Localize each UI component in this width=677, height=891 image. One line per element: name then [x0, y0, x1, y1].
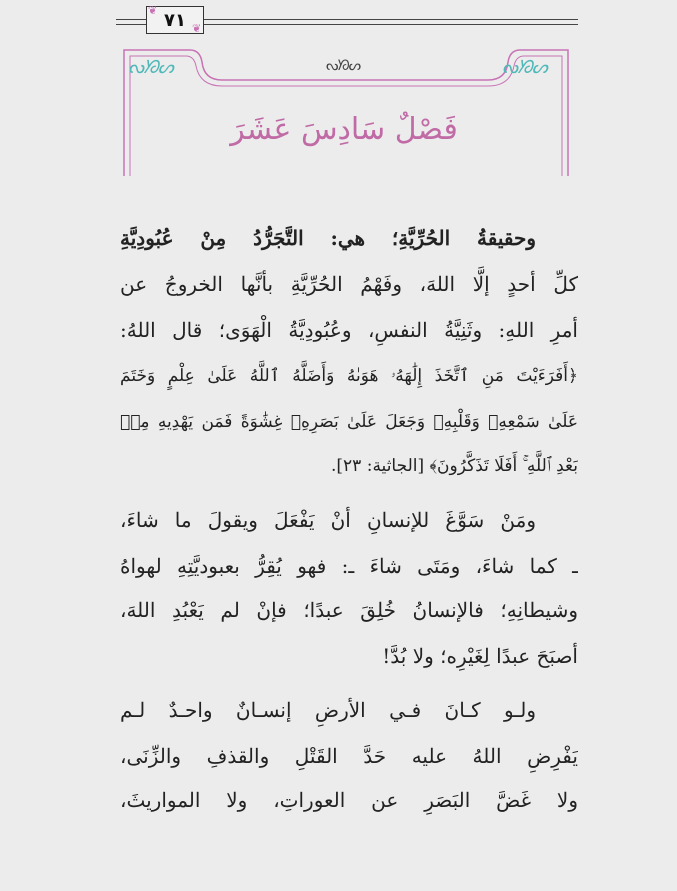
page-number-text: ٧١ — [164, 9, 186, 31]
quran-verse-line-1: ﴿أَفَرَءَيْتَ مَنِ ٱتَّخَذَ إِلَٰهَهُۥ هَوَىٰهُ وَأَضَلَّهُ ٱللَّهُ عَلَىٰ عِلْمٍ وَخَتَمَ — [120, 366, 578, 386]
corner-ornament-left-icon: ᔓᘞᔕ — [128, 57, 173, 78]
section-title: فَصْلٌ سَادِسَ عَشَرَ — [230, 112, 458, 147]
paragraph-2-line-4: أصبَحَ عبدًا لِغَيْرِه؛ ولا بُدَّ! — [382, 644, 578, 668]
paragraph-1-line-3: أمرِ اللهِ: وثَنِيَّةُ النفسِ، وعُبُودِيَّةُ الْهَوَى؛ قال اللهُ: — [120, 318, 578, 342]
page-number-flourish-icon: ❦ — [148, 4, 158, 17]
quran-verse-line-2: عَلَىٰ سَمْعِهِۦ وَقَلْبِهِۦ وَجَعَلَ عَلَىٰ بَصَرِهِۦ غِشَٰوَةً فَمَن يَهْدِيهِ مِنۢ — [120, 412, 578, 432]
paragraph-2-line-1: ومَنْ سَوَّغَ للإنسانِ أنْ يَفْعَلَ ويقولَ ما شاءَ، — [120, 508, 536, 532]
paragraph-1-line-2: كلِّ أحدٍ إلَّا اللهَ، وفَهْمُ الحُرِّيَّةِ بأنَّها الخروجُ عن — [120, 272, 578, 296]
paragraph-2-line-2: ـ كما شاءَ، ومَتَى شاءَ ـ: فهو يُقِرُّ بعبوديَّتِهِ لهواهُ — [120, 554, 578, 578]
paragraph-3-line-3: ولا غَضَّ البَصَرِ عن العوراتِ، ولا المواريثَ، — [120, 788, 578, 812]
corner-ornament-right-icon: ᔓᘞᔕ — [502, 57, 547, 78]
paragraph-3-line-2: يَفْرِضِ اللهُ عليه حَدَّ القَتْلِ والقذفِ والزِّنَى، — [120, 744, 578, 768]
paragraph-1-line-1: وحقيقةُ الحُرِّيَّةِ؛ هي: التَّجَرُّدُ مِنْ عُبُودِيَّةِ — [120, 226, 536, 250]
quran-verse-line-3: بَعْدِ ٱللَّهِ ۚ أَفَلَا تَذَكَّرُونَ﴾ [الجاثية: ٢٣]. — [331, 456, 578, 476]
paragraph-2-line-3: وشيطانِهِ؛ فالإنسانُ خُلِقَ عبدًا؛ فإنْ لم يَعْبُدِ اللهَ، — [120, 598, 578, 622]
title-frame — [0, 0, 677, 200]
center-ornament-icon: ᔓᘞᔕ — [326, 58, 361, 74]
paragraph-3-line-1: ولـو كـانَ فـي الأرضِ إنسـانٌ واحـدٌ لـم — [120, 698, 536, 722]
page-number-flourish-icon: ❦ — [192, 22, 202, 35]
